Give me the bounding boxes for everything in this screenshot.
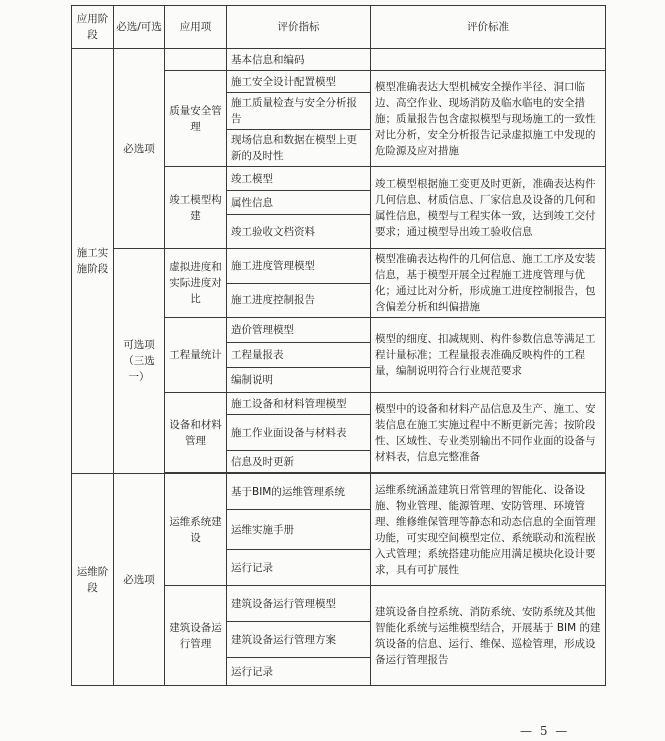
app-progress: 虚拟进度和实际进度对比 bbox=[165, 249, 227, 318]
stage-construction: 施工实施阶段 bbox=[72, 49, 114, 474]
app-equipment: 设备和材料管理 bbox=[165, 393, 227, 473]
empty-cell bbox=[371, 49, 606, 71]
indicator-cell: 运维实施手册 bbox=[227, 510, 371, 550]
standard-equipment: 模型中的设备和材料产品信息及生产、施工、安装信息在施工实施过程中不断更新完善；按阶段性、区域性、专业类别输出不同作业面的设备与材料表，信息完整准备 bbox=[371, 393, 606, 473]
indicator-cell: 信息及时更新 bbox=[227, 451, 371, 473]
indicator-cell: 施工质量检查与安全分析报告 bbox=[227, 93, 371, 130]
header-indicator: 评价指标 bbox=[227, 6, 371, 49]
indicator-cell: 建筑设备运行管理模型 bbox=[227, 586, 371, 622]
indicator-cell: 基于BIM的运维管理系统 bbox=[227, 474, 371, 510]
app-om-equipment: 建筑设备运行管理 bbox=[165, 586, 227, 686]
required-label: 必选项 bbox=[114, 474, 165, 686]
header-row bbox=[72, 6, 606, 49]
page-number: — 5 — bbox=[520, 724, 570, 738]
indicator-cell: 造价管理模型 bbox=[227, 318, 371, 343]
indicator-cell: 现场信息和数据在模型上更新的及时性 bbox=[227, 130, 371, 167]
header-app: 应用项 bbox=[165, 6, 227, 49]
app-completion: 竣工模型构建 bbox=[165, 167, 227, 249]
indicator-cell: 施工进度控制报告 bbox=[227, 283, 371, 318]
header-stage: 应用阶段 bbox=[72, 6, 114, 49]
indicator-cell: 竣工模型 bbox=[227, 167, 371, 191]
header-standard: 评价标准 bbox=[371, 6, 606, 49]
standard-progress: 模型准确表达构件的几何信息、施工工序及安装信息，基于模型开展全过程施工进度管理与优化；通过比对分析，形成施工进度控制报告，包含偏差分析和纠偏措施 bbox=[371, 249, 606, 318]
header-required: 必选/可选 bbox=[114, 6, 165, 49]
indicator-cell: 施工进度管理模型 bbox=[227, 249, 371, 284]
app-om-system: 运维系统建设 bbox=[165, 474, 227, 586]
indicator-cell: 编制说明 bbox=[227, 368, 371, 393]
indicator-cell: 运行记录 bbox=[227, 550, 371, 586]
table-row bbox=[72, 249, 606, 284]
indicator-cell: 施工安全设计配置模型 bbox=[227, 71, 371, 93]
indicator-cell: 工程量报表 bbox=[227, 343, 371, 368]
evaluation-table bbox=[71, 5, 606, 686]
indicator-cell: 竣工验收文档资料 bbox=[227, 215, 371, 249]
indicator-cell: 施工设备和材料管理模型 bbox=[227, 393, 371, 415]
optional-label: 可选项（三选一） bbox=[114, 249, 165, 474]
standard-om-equipment: 建筑设备自控系统、消防系统、安防系统及其他智能化系统与运维模型结合，开展基于 BIM 的建筑设备的信息、运行、维保、巡检管理，形成设备运行管理报告 bbox=[371, 586, 606, 686]
indicator-base-info: 基本信息和编码 bbox=[227, 49, 371, 71]
standard-om-system: 运维系统涵盖建筑日常管理的智能化、设备设施、物业管理、能源管理、安防管理、环境管理、维修维保管理等静态和动态信息的全面管理功能，可实现空间模型定位、系统联动和流程嵌入式管理；系统搭建功能应用满足模块化设计要求，具有可扩展性 bbox=[371, 474, 606, 586]
standard-quantity: 模型的细度、扣减规则、构件参数信息等满足工程计量标准；工程量报表准确反映构件的工程量，编制说明符合行业规范要求 bbox=[371, 318, 606, 393]
stage-om: 运维阶段 bbox=[72, 474, 114, 686]
table-row bbox=[72, 49, 606, 71]
app-quantity: 工程量统计 bbox=[165, 318, 227, 393]
table-row bbox=[72, 474, 606, 510]
required-label: 必选项 bbox=[114, 49, 165, 249]
indicator-cell: 运行记录 bbox=[227, 658, 371, 686]
standard-quality: 模型准确表达大型机械安全操作半径、洞口临边、高空作业、现场消防及临水临电的安全措施；质量报告包含虚拟模型与现场施工的一致性对比分析，安全分析报告记录虚拟施工中发现的危险源及应对措施 bbox=[371, 71, 606, 167]
indicator-cell: 建筑设备运行管理方案 bbox=[227, 622, 371, 658]
indicator-cell: 属性信息 bbox=[227, 191, 371, 215]
app-quality: 质量安全管理 bbox=[165, 71, 227, 167]
empty-cell bbox=[165, 49, 227, 71]
standard-completion: 竣工模型根据施工变更及时更新，准确表达构件几何信息、材质信息、厂家信息及设备的几何和属性信息，模型与工程实体一致，达到竣工交付要求；通过模型导出竣工验收信息 bbox=[371, 167, 606, 249]
indicator-cell: 施工作业面设备与材料表 bbox=[227, 415, 371, 451]
